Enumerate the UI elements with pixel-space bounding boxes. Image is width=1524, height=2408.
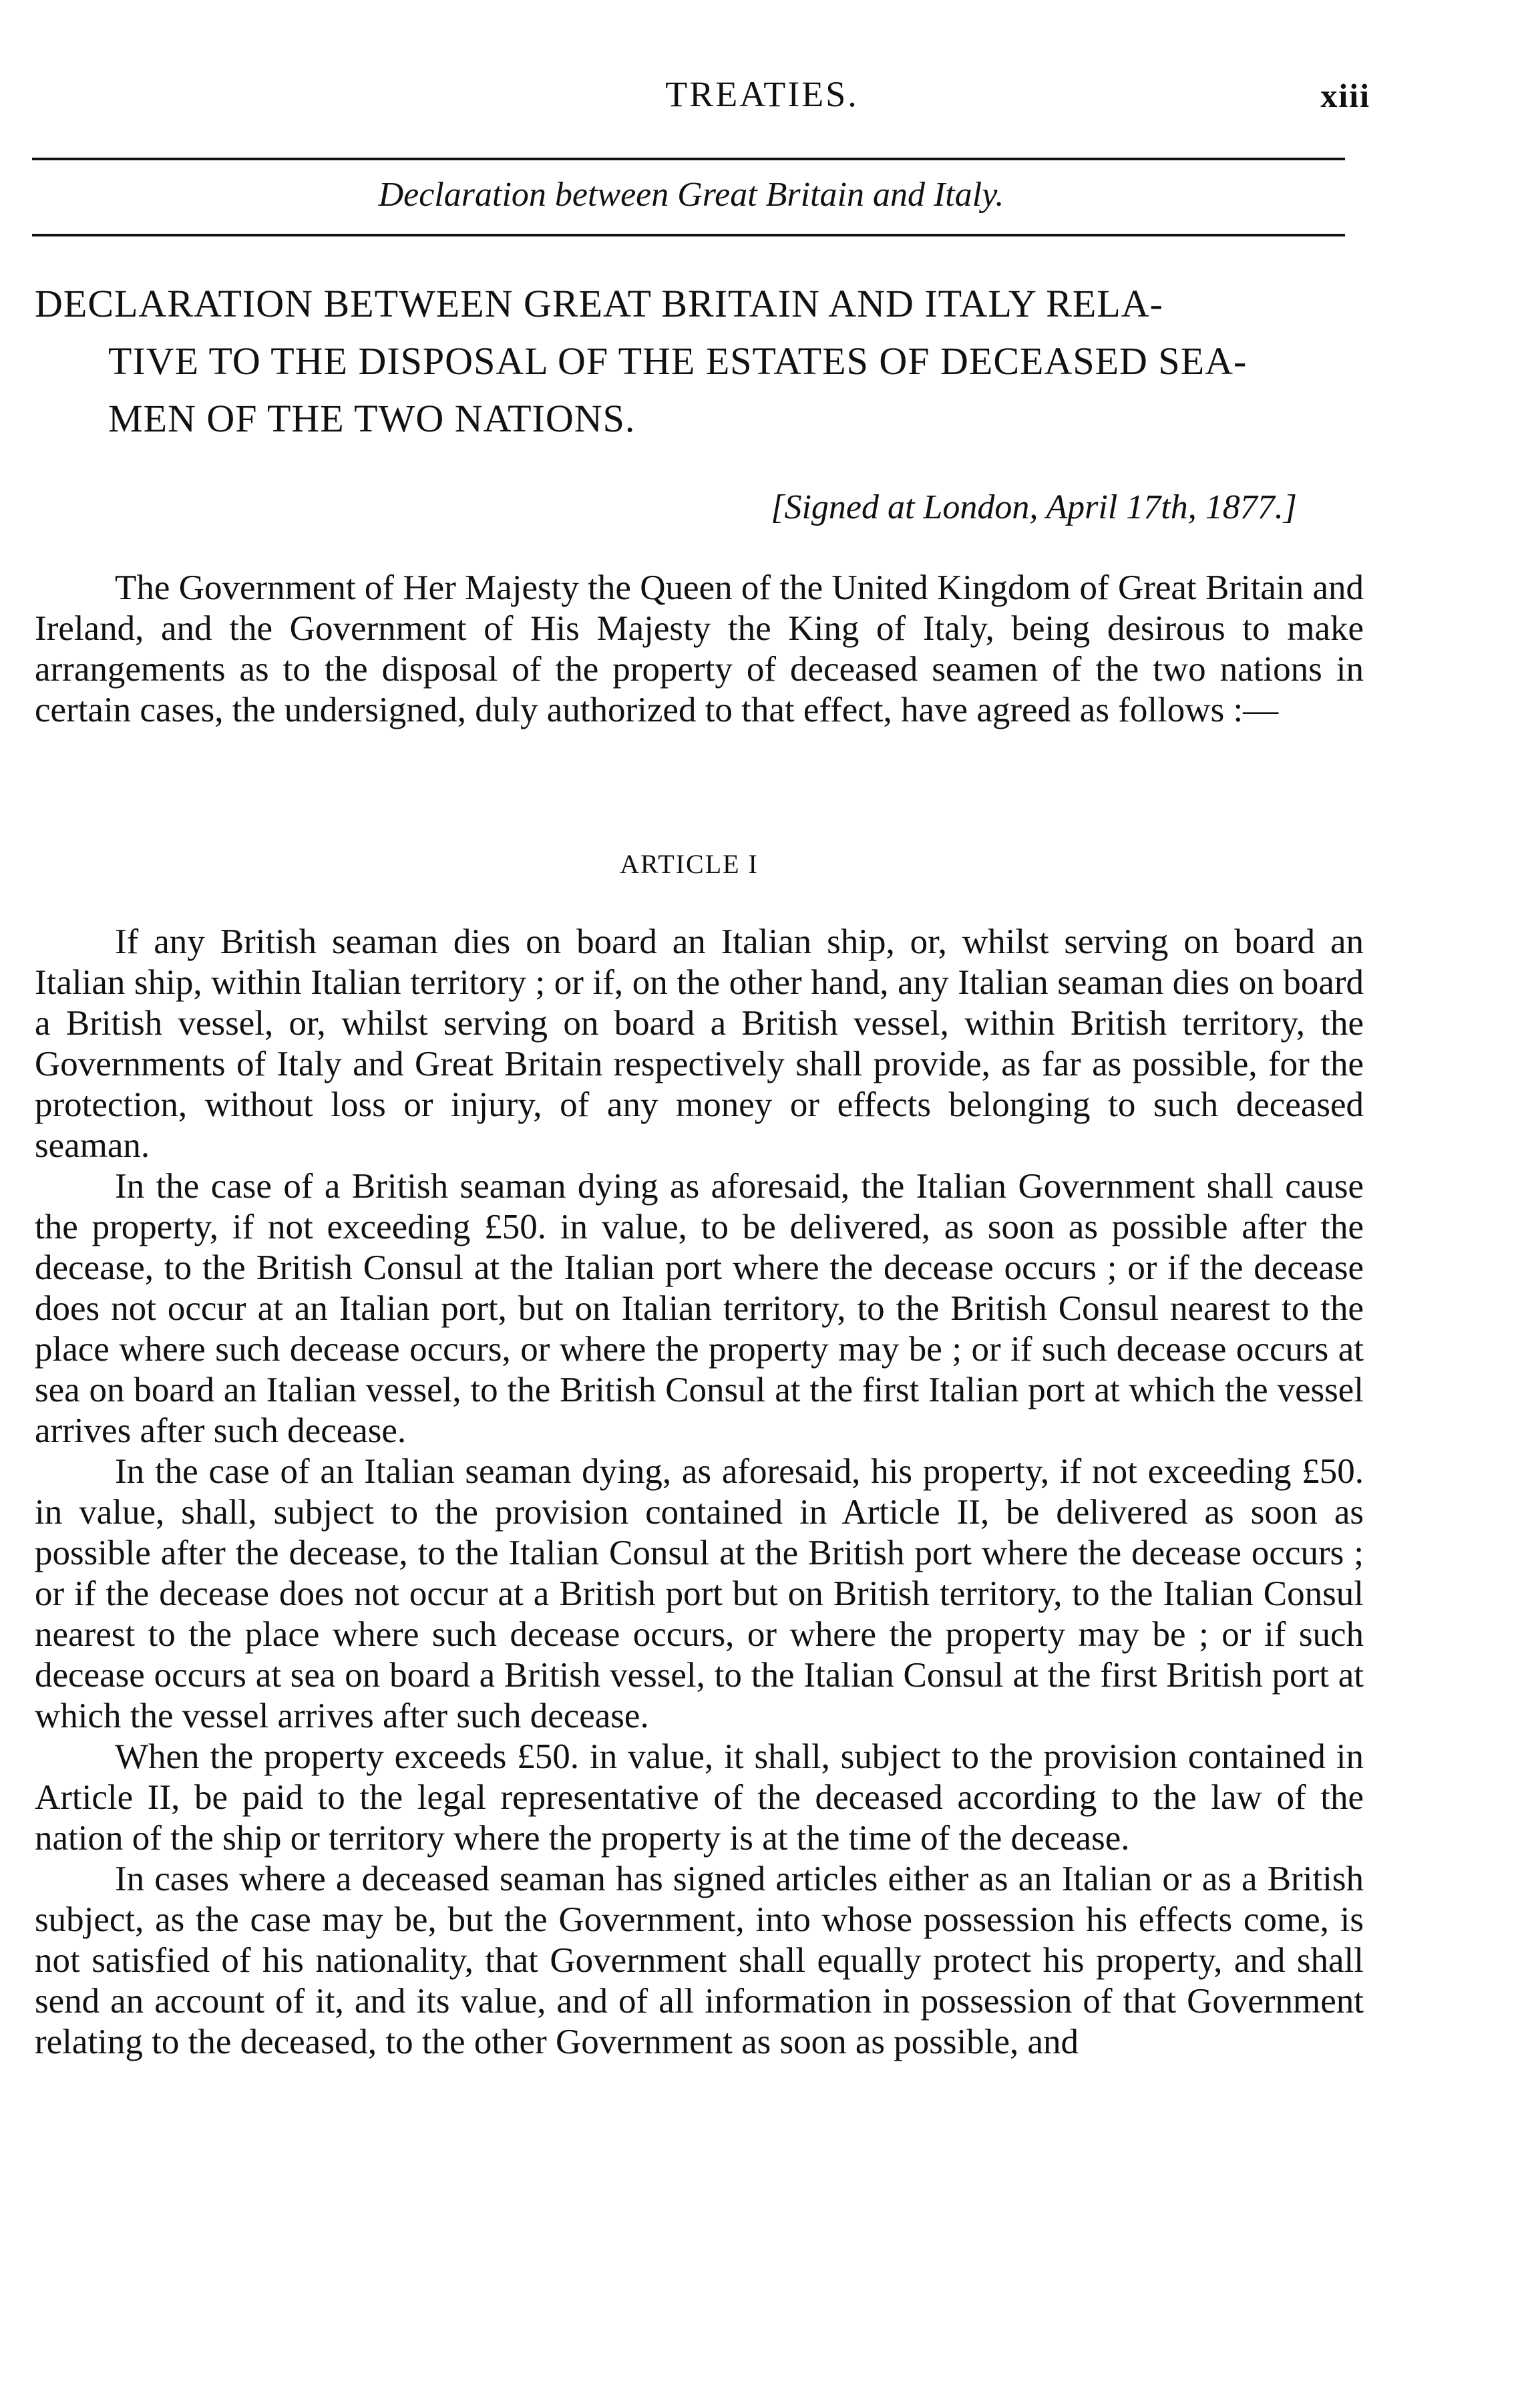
- article-body: [35, 922, 1364, 2063]
- article-paragraph-4: When the property exceeds £50. in value, it shall, subject to the provision contained in Article II, be paid to the legal representative of the deceased according to the law of the nation of the ship or territory where the property is at the time of the decease.: [35, 1737, 1364, 1858]
- article-paragraph-5: In cases where a deceased seaman has signed articles either as an Italian or as a British subject, as the case may be, but the Government, into whose possession his effects come, is not satisfied of his nationality, that Government shall equally protect his property, and shall send an account of it, and its value, and of all information in possession of that Government relating to the deceased, to the other Government as soon as possible, and: [35, 1860, 1364, 2061]
- page-number: xiii: [1320, 77, 1370, 114]
- article-paragraph-3: In the case of an Italian seaman dying, as aforesaid, his property, if not exceeding £50. in value, shall, subject to the provision contained in Article II, be delivered as soon as possible after the decease, to the Italian Consul at the British port where the decease occurs ; or if the decease does not occur at a British port but on British territory, to the Italian Consul nearest to the place where such decease occurs, or where the property may be ; or if such decease occurs at sea on board a British vessel, to the Italian Consul at the first British port at which the vessel arrives after such decease.: [35, 1452, 1364, 1735]
- article-title: ARTICLE I: [620, 849, 759, 879]
- heading-line-1: DECLARATION BETWEEN GREAT BRITAIN AND ITALY RELA-: [35, 282, 1163, 325]
- signed-note: [Signed at London, April 17th, 1877.]: [771, 488, 1297, 526]
- article-paragraph-2: In the case of a British seaman dying as aforesaid, the Italian Government shall cause the property, if not exceeding £50. in value, to be delivered, as soon as possible after the decease, to the British Consul at the Italian port where the decease occurs ; or if the decease does not occur at an Italian port, but on Italian territory, to the British Consul nearest to the place where such decease occurs, or where the property may be ; or if such decease occurs at sea on board an Italian vessel, to the British Consul at the first Italian port at which the vessel arrives after such decease.: [35, 1167, 1364, 1450]
- section-subheading: Declaration between Great Britain and Italy.: [378, 176, 1004, 214]
- declaration-heading: [35, 275, 1364, 448]
- running-title: TREATIES.: [665, 74, 859, 114]
- article-paragraph-1: If any British seaman dies on board an Italian ship, or, whilst serving on board an Italian ship, within Italian territory ; or if, on the other hand, any Italian seaman dies on board a British vessel, or, whilst serving on board a British vessel, within British territory, the Governments of Italy and Great Britain respectively shall provide, as far as possible, for the protection, without loss or injury, of any money or effects belonging to such deceased seaman.: [35, 922, 1364, 1165]
- preamble-paragraph: The Government of Her Majesty the Queen of the United Kingdom of Great Britain and Ireland, and the Government of His Majesty the King of Italy, being desirous to make arrangements as to the disposal of the property of deceased seamen of the two nations in certain cases, the undersigned, duly authorized to that effect, have agreed as follows :—: [35, 568, 1364, 729]
- top-rule: [32, 158, 1345, 160]
- bottom-rule: [32, 234, 1345, 236]
- heading-line-3: MEN OF THE TWO NATIONS.: [108, 397, 636, 440]
- running-head: [0, 73, 1524, 127]
- heading-line-2: TIVE TO THE DISPOSAL OF THE ESTATES OF DECEASED SEA-: [108, 339, 1248, 383]
